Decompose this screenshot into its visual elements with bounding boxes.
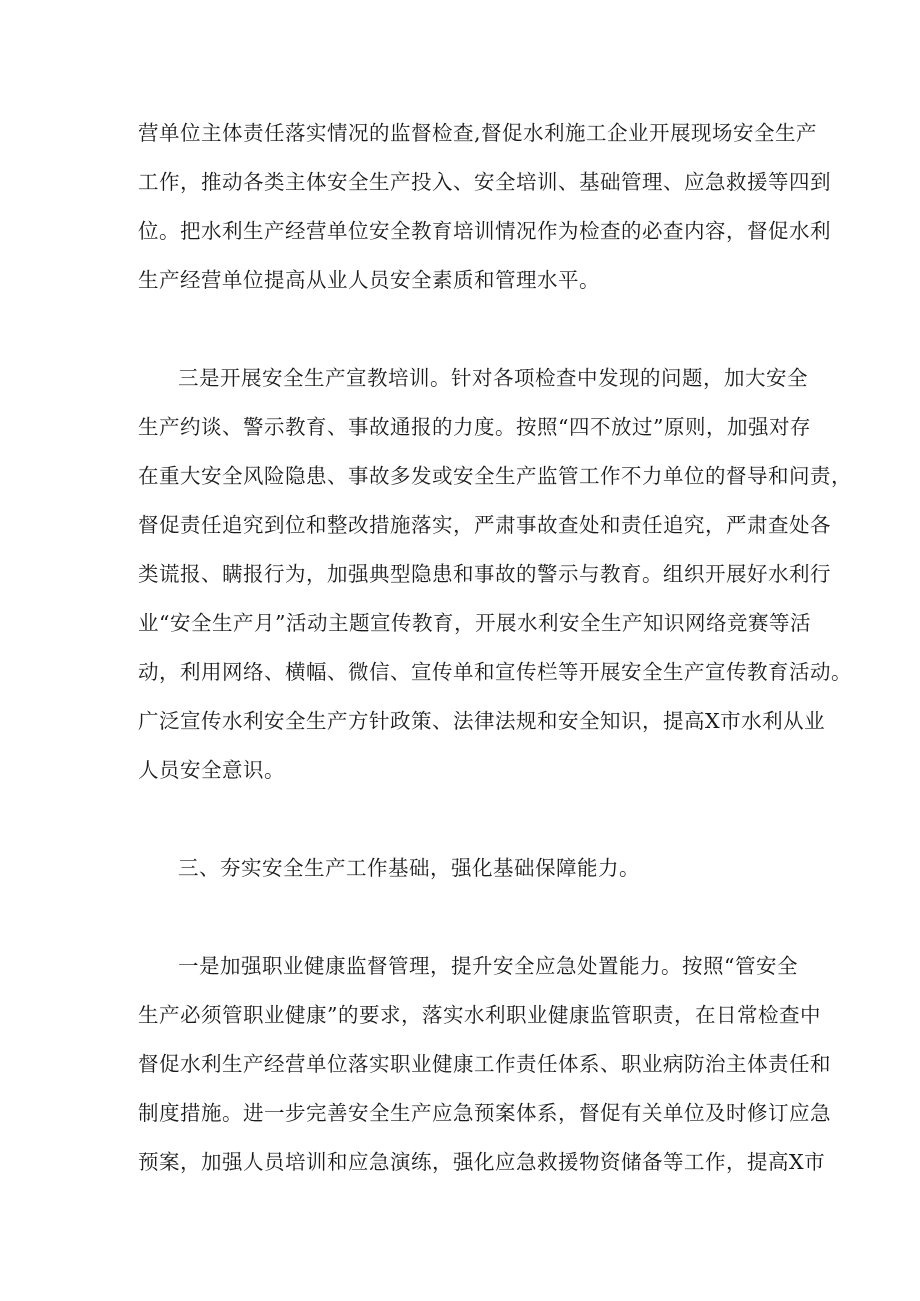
paragraph-line: 督促水利生产经营单位落实职业健康工作责任体系、职业病防治主体责任和: [138, 1052, 831, 1076]
paragraph-line: 广泛宣传水利安全生产方针政策、法律法规和安全知识，提高X市水利从业: [138, 709, 826, 733]
paragraph-line: 制度措施。进一步完善安全生产应急预案体系，督促有关单位及时修订应急: [138, 1101, 831, 1125]
paragraph-line: 生产约谈、警示教育、事故通报的力度。按照“四不放过”原则，加强对存: [138, 415, 811, 439]
paragraph-line: 生产必须管职业健康”的要求，落实水利职业健康监管职责，在日常检查中: [138, 1003, 821, 1027]
paragraph-line: 一是加强职业健康监督管理，提升安全应急处置能力。按照“管安全: [178, 954, 798, 978]
paragraph-line: 督促责任追究到位和整改措施落实，严肃事故查处和责任追究，严肃查处各: [138, 513, 831, 537]
paragraph-line: 位。把水利生产经营单位安全教育培训情况作为检查的必查内容，督促水利: [138, 219, 831, 243]
paragraph-line: 营单位主体责任落实情况的监督检查,督促水利施工企业开展现场安全生产: [138, 121, 818, 145]
paragraph-line: 人员安全意识。: [138, 758, 285, 782]
paragraph-line: 三是开展安全生产宣教培训。针对各项检查中发现的问题，加大安全: [178, 366, 808, 390]
paragraph-line: 工作，推动各类主体安全生产投入、安全培训、基础管理、应急救援等四到: [138, 170, 831, 194]
paragraph-line: 生产经营单位提高从业人员安全素质和管理水平。: [138, 268, 600, 292]
section-heading: 三、夯实安全生产工作基础，强化基础保障能力。: [178, 856, 640, 880]
paragraph-line: 类谎报、瞒报行为，加强典型隐患和事故的警示与教育。组织开展好水利行: [138, 562, 831, 586]
paragraph-line: 动，利用网络、横幅、微信、宣传单和宣传栏等开展安全生产宣传教育活动。: [138, 660, 852, 684]
paragraph-line: 预案，加强人员培训和应急演练，强化应急救援物资储备等工作，提高X市: [138, 1150, 826, 1174]
paragraph-line: 在重大安全风险隐患、事故多发或安全生产监管工作不力单位的督导和问责，: [138, 464, 852, 488]
paragraph-line: 业“安全生产月”活动主题宣传教育，开展水利安全生产知识网络竞赛等活: [138, 611, 811, 635]
